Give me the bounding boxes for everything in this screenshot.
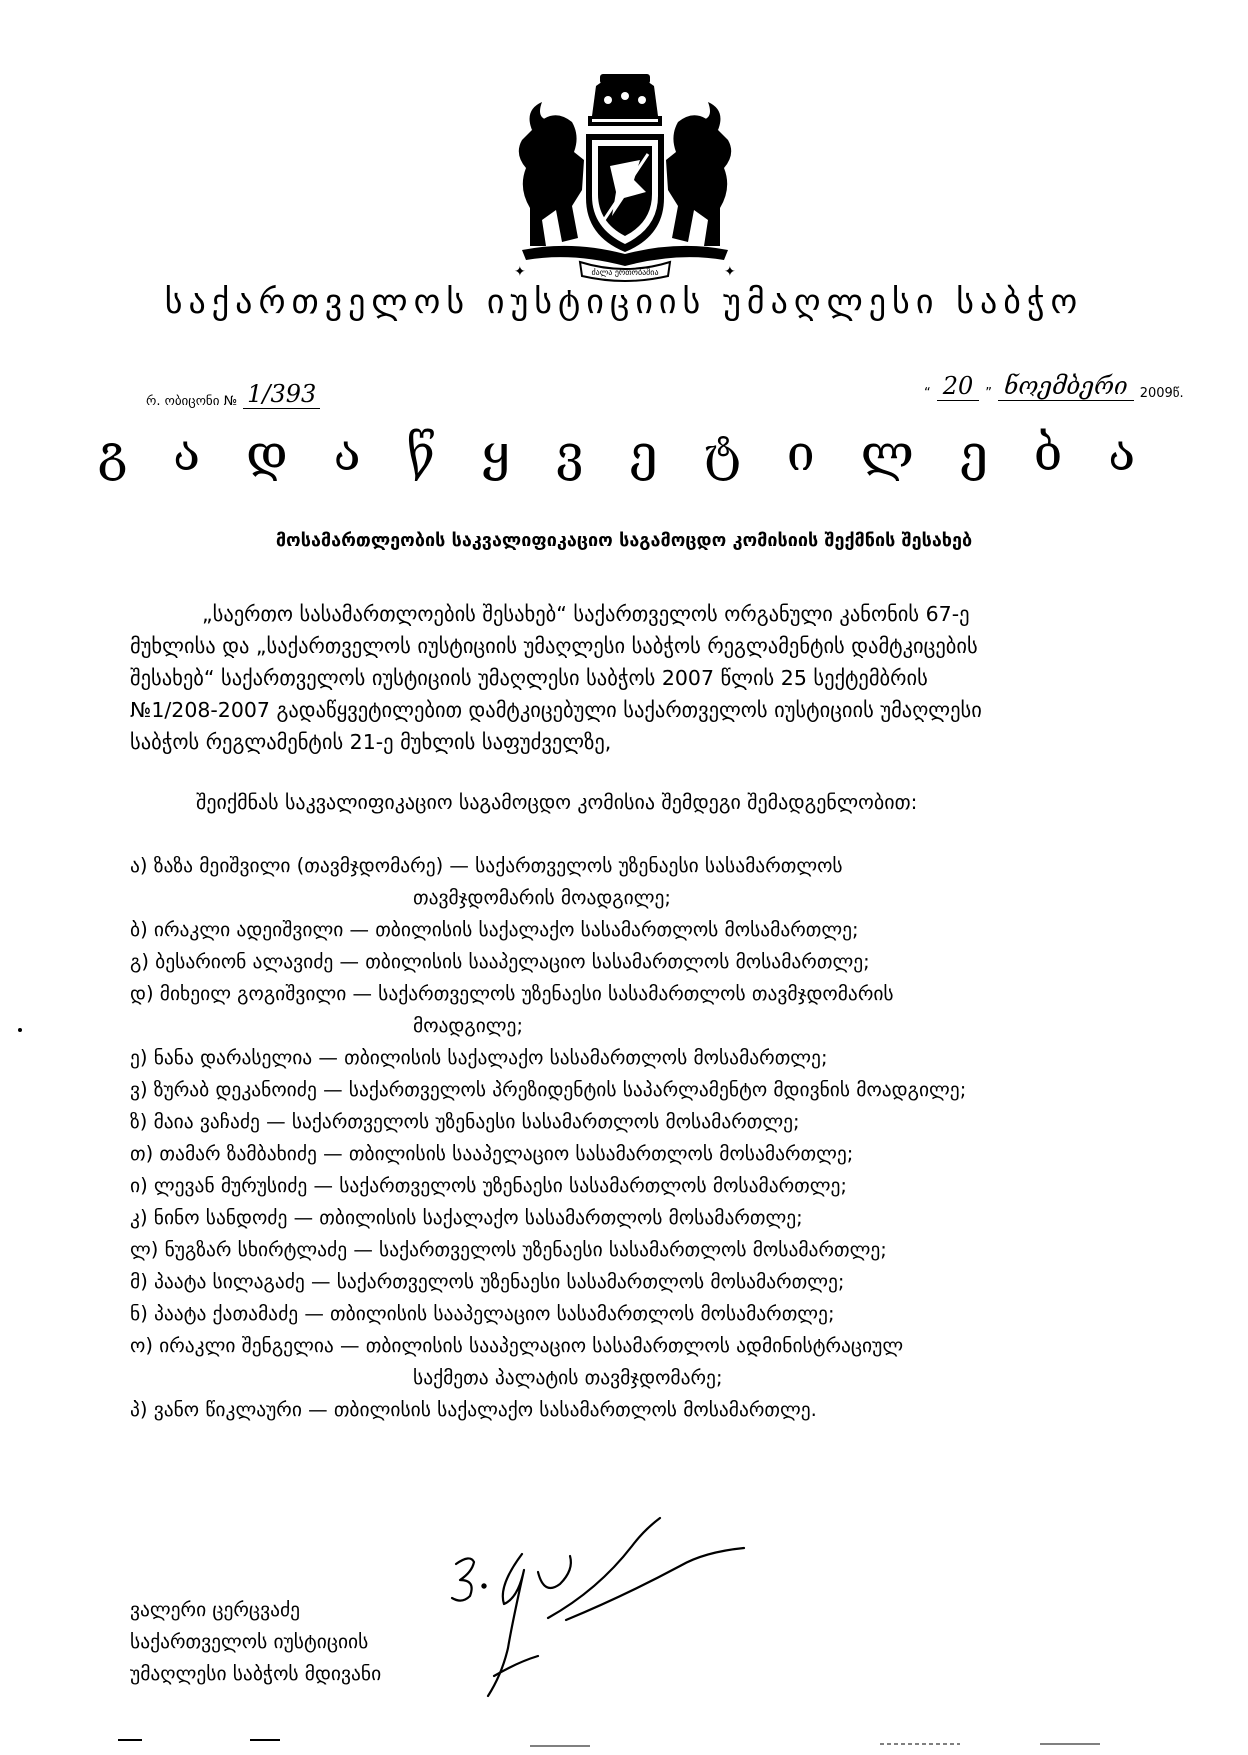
signatory-title: საქართველოს იუსტიციის bbox=[130, 1630, 369, 1653]
members-list bbox=[130, 850, 1140, 1426]
preamble-line: მუხლისა და „საქართველოს იუსტიციის უმაღლესი საბჭოს რეგლამენტის დამტკიცების bbox=[130, 634, 978, 658]
preamble-line: №1/208-2007 გადაწყვეტილებით დამტკიცებული საქართველოს იუსტიციის უმაღლესი bbox=[130, 698, 982, 722]
list-item: თ) თამარ ზამბახიძე — თბილისის სააპელაციო სასამართლოს მოსამართლე; bbox=[130, 1142, 854, 1165]
registration-number-label: რ. ობიცონი № bbox=[146, 394, 238, 409]
list-item: პ) ვანო წიკლაური — თბილისის საქალაქო სასამართლოს მოსამართლე. bbox=[130, 1398, 817, 1421]
list-item: მ) პაატა სილაგაძე — საქართველოს უზენაესი სასამართლოს მოსამართლე; bbox=[130, 1270, 845, 1293]
motto-text: ძალა ერთობაშია bbox=[591, 268, 659, 277]
document-type-heading: გ ა დ ა წ ყ ვ ე ტ ი ლ ე ბ ა bbox=[97, 424, 1151, 482]
document-subject: მოსამართლეობის საკვალიფიკაციო საგამოცდო კომისიის შექმნის შესახებ bbox=[275, 530, 973, 551]
date-day: 20 bbox=[937, 372, 980, 401]
list-item: გ) ბესარიონ ალავიძე — თბილისის სააპელაციო სასამართლოს მოსამართლე; bbox=[130, 950, 870, 973]
date-month: ნოემბერი bbox=[998, 372, 1134, 401]
list-item: ლ) ნუგზარ სხირტლაძე — საქართველოს უზენაესი სასამართლოს მოსამართლე; bbox=[130, 1238, 887, 1261]
coat-of-arms-icon bbox=[512, 70, 738, 284]
signatory-block bbox=[130, 1594, 381, 1690]
signature-icon bbox=[448, 1500, 748, 1700]
list-item: კ) ნინო სანდოძე — თბილისის საქალაქო სასამართლოს მოსამართლე; bbox=[130, 1206, 803, 1229]
registration-number-value: 1/393 bbox=[243, 380, 320, 409]
svg-text:✦: ✦ bbox=[514, 264, 526, 280]
list-item: ზ) მაია ვაჩაძე — საქართველოს უზენაესი სასამართლოს მოსამართლე; bbox=[130, 1110, 800, 1133]
signatory-title: უმაღლესი საბჭოს მდივანი bbox=[130, 1662, 382, 1685]
preamble bbox=[130, 598, 1130, 758]
preamble-line: „საერთო სასამართლოების შესახებ“ საქართველოს ორგანული კანონის 67-ე bbox=[202, 602, 970, 626]
svg-text:✦: ✦ bbox=[724, 264, 736, 280]
preamble-line: შესახებ“ საქართველოს იუსტიციის უმაღლესი საბჭოს 2007 წლის 25 სექტემბრის bbox=[130, 666, 928, 690]
decision-text: შეიქმნას საკვალიფიკაციო საგამოცდო კომისია შემდეგი შემადგენლობით: bbox=[196, 790, 918, 814]
council-name: საქართველოს იუსტიციის უმაღლესი საბჭო bbox=[164, 282, 1084, 322]
list-item: ა) ზაზა მეიშვილი (თავმჯდომარე) — საქართველოს უზენაესი სასამართლოს თავმჯდომარის მოადგილე; bbox=[130, 854, 843, 909]
registration-number bbox=[146, 380, 320, 409]
list-item: ვ) ზურაბ დეკანოიძე — საქართველოს პრეზიდენტის საპარლამენტო მდივნის მოადგილე; bbox=[130, 1078, 967, 1101]
signatory-name: ვალერი ცერცვაძე bbox=[130, 1598, 301, 1621]
preamble-line: საბჭოს რეგლამენტის 21-ე მუხლის საფუძველზე, bbox=[130, 730, 612, 754]
list-item: ო) ირაკლი შენგელია — თბილისის სააპელაციო სასამართლოს ადმინისტრაციულ საქმეთა პალატის თავმჯდომარე; bbox=[130, 1334, 904, 1389]
document-date: “ 20 ” ნოემბერი 2009წ. bbox=[924, 372, 1184, 401]
list-item: ე) ნანა დარასელია — თბილისის საქალაქო სასამართლოს მოსამართლე; bbox=[130, 1046, 828, 1069]
list-item: ბ) ირაკლი ადეიშვილი — თბილისის საქალაქო სასამართლოს მოსამართლე; bbox=[130, 918, 859, 941]
list-item: ნ) პაატა ქათამაძე — თბილისის სააპელაციო სასამართლოს მოსამართლე; bbox=[130, 1302, 835, 1325]
list-item: ი) ლევან მურუსიძე — საქართველოს უზენაესი სასამართლოს მოსამართლე; bbox=[130, 1174, 847, 1197]
date-year: 2009წ. bbox=[1139, 386, 1184, 401]
list-item: დ) მიხეილ გოგიშვილი — საქართველოს უზენაესი სასამართლოს თავმჯდომარის მოადგილე; bbox=[130, 982, 894, 1037]
